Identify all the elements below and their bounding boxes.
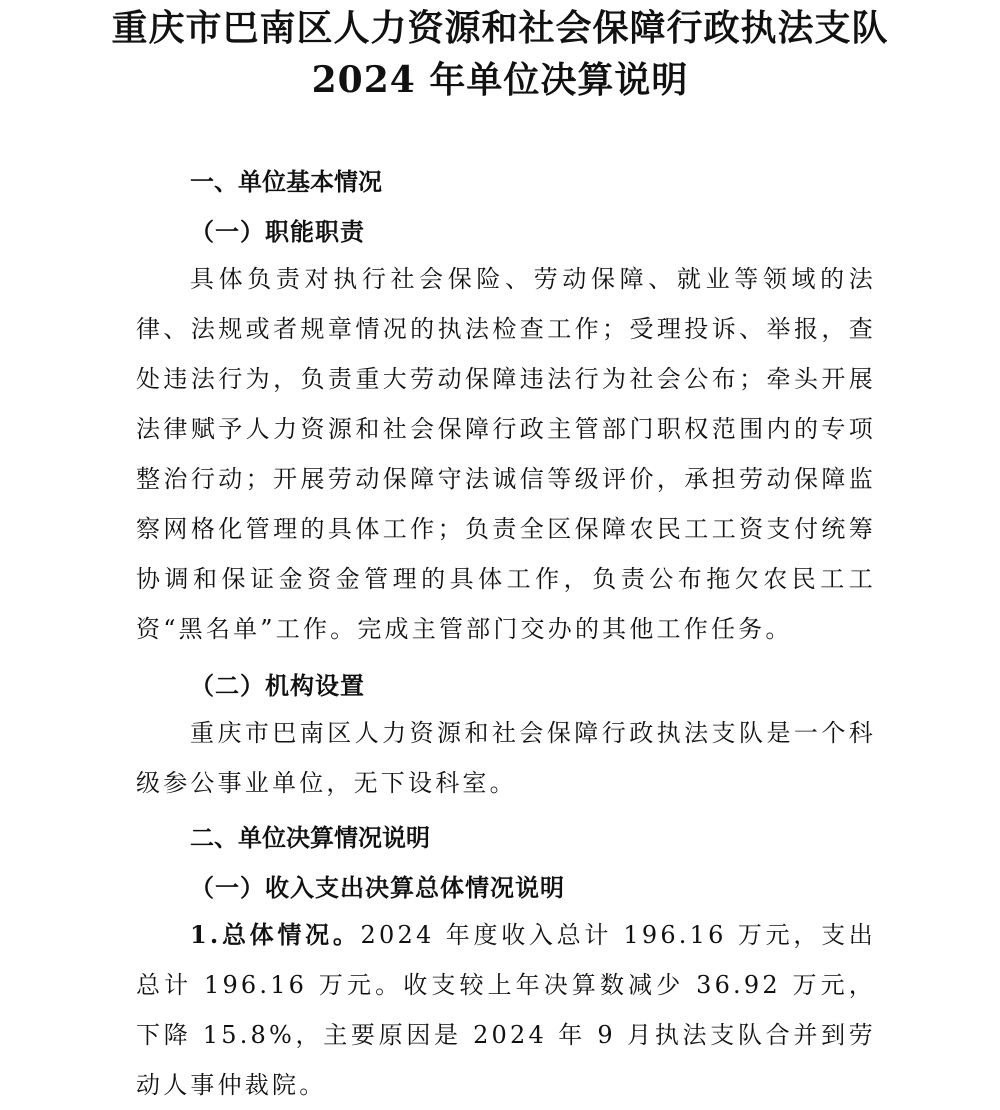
document-title-line1: 重庆市巴南区人力资源和社会保障行政执法支队 xyxy=(111,7,889,49)
section2-heading: 二、单位决算情况说明 xyxy=(190,823,430,852)
section1-sub2-heading: （二）机构设置 xyxy=(190,671,365,700)
overall-situation-paragraph xyxy=(136,910,876,1110)
overall-situation-text: 2024 年度收入总计 196.16 万元，支出总计 196.16 万元。收支较上年决算数减少 36.92 万元，下降 15.8%，主要原因是 2024 年 9 月执法支队合并到劳动人事仲裁院。 xyxy=(136,921,876,1099)
section2-sub1-heading: （一）收入支出决算总体情况说明 xyxy=(190,873,565,902)
document-title-line2: 2024 年单位决算说明 xyxy=(311,59,689,101)
organization-paragraph: 重庆市巴南区人力资源和社会保障行政执法支队是一个科级参公事业单位，无下设科室。 xyxy=(136,719,876,797)
overall-situation-lead: 1.总体情况。 xyxy=(190,920,361,949)
duties-paragraph: 具体负责对执行社会保险、劳动保障、就业等领域的法律、法规或者规章情况的执法检查工作；受理投诉、举报，查处违法行为，负责重大劳动保障违法行为社会公布；牵头开展法律赋予人力资源和社会保障行政主管部门职权范围内的专项整治行动；开展劳动保障守法诚信等级评价，承担劳动保障监察网格化管理的具体工作；负责全区保障农民工工资支付统筹协调和保证金资金管理的具体工作，负责公布拖欠农民工工资“黑名单”工作。完成主管部门交办的其他工作任务。 xyxy=(136,265,876,643)
section1-heading: 一、单位基本情况 xyxy=(190,167,382,196)
section1-sub1-heading: （一）职能职责 xyxy=(190,217,365,246)
